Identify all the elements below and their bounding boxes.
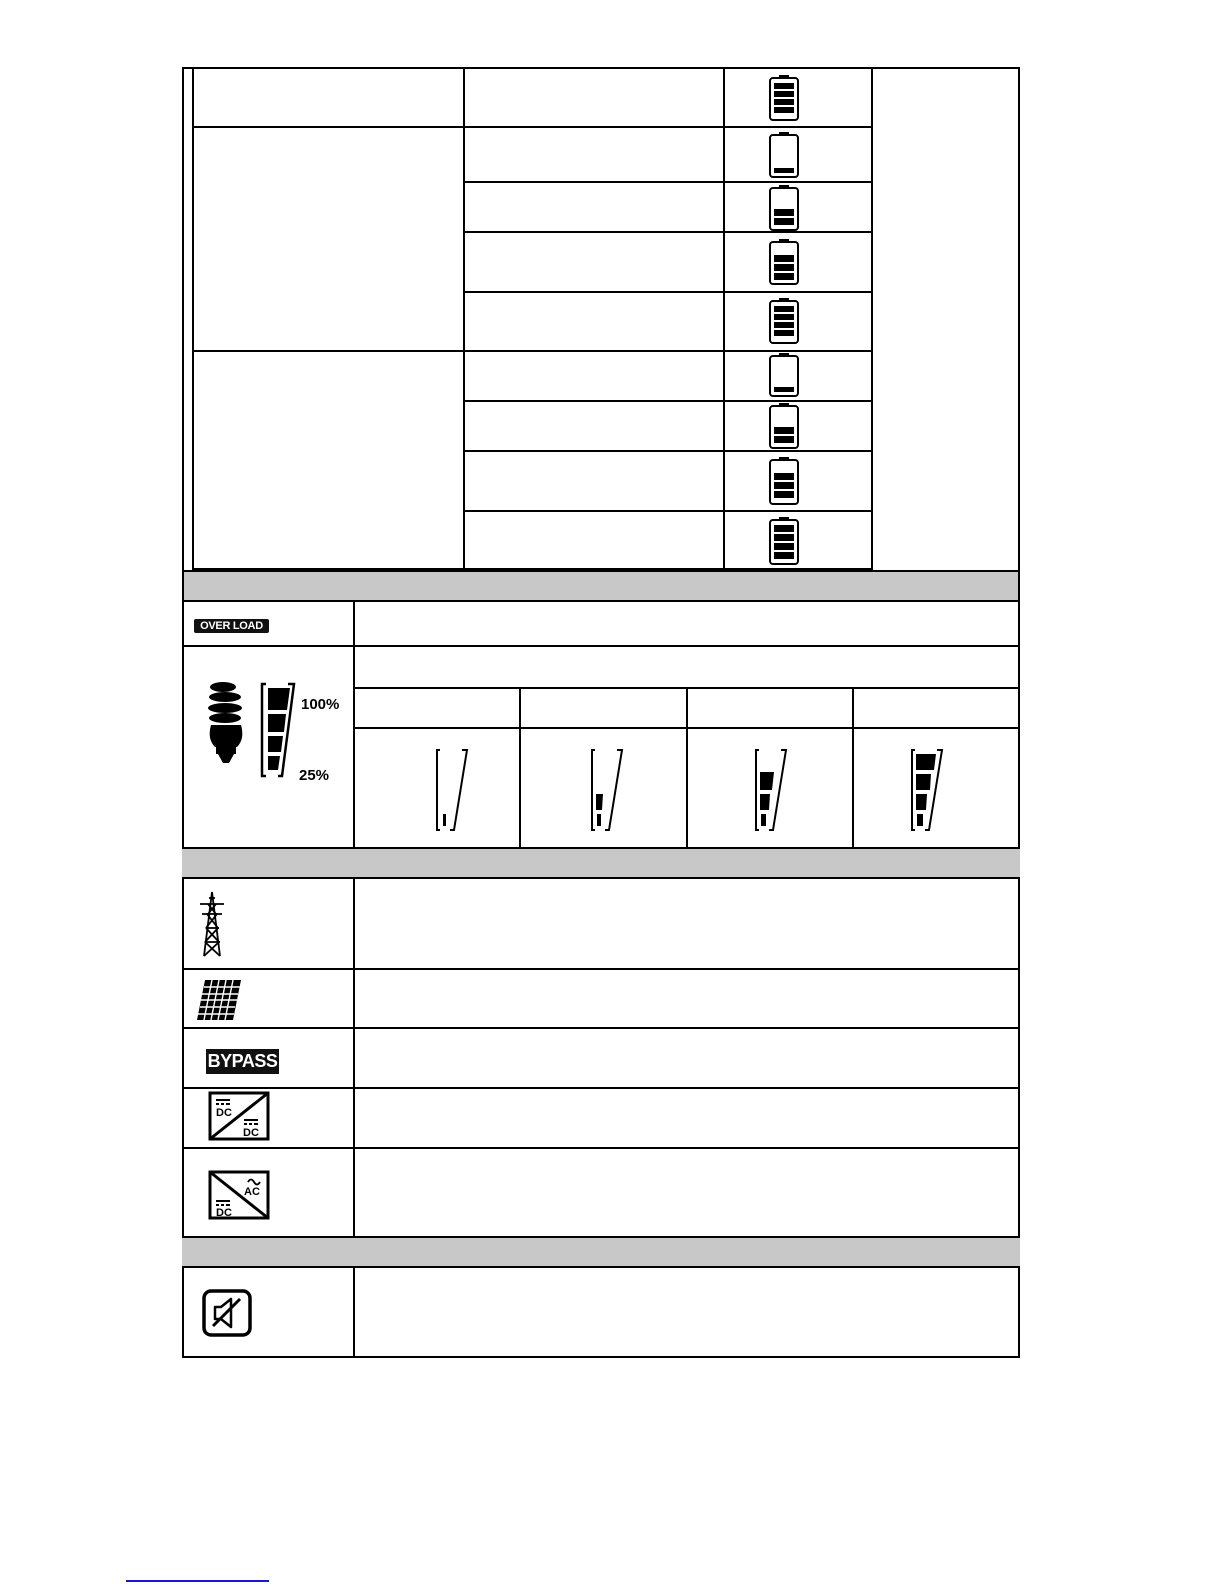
dc-ac-inverter-icon (208, 1170, 270, 1220)
load-25-label: 25% (299, 767, 330, 784)
mute-speaker-icon (201, 1288, 253, 1338)
load-meter-icon (260, 682, 296, 778)
svg-text:DC: DC (243, 1127, 259, 1139)
lightbulb-icon (203, 681, 251, 765)
mute-section-header (182, 1236, 1020, 1268)
bypass-icon: BYPASS (206, 1049, 279, 1074)
battery-1-bar-icon (768, 131, 800, 179)
battery-full-icon (768, 74, 800, 122)
load-level-100-icon (910, 748, 944, 832)
svg-text:AC: AC (244, 1186, 260, 1198)
battery-4-bar-icon (768, 297, 800, 345)
mode-section-header (182, 847, 1020, 879)
power-tower-icon (197, 890, 227, 958)
load-level-75-icon (754, 748, 788, 832)
battery-2-bar-icon (768, 184, 800, 232)
load-level-25-icon (435, 748, 469, 832)
battery-1-bar-icon (768, 352, 800, 398)
footnote-separator (126, 1580, 269, 1582)
battery-2-bar-icon (768, 402, 800, 450)
battery-4-bar-icon (768, 516, 800, 566)
svg-text:DC: DC (216, 1207, 232, 1219)
battery-3-bar-icon (768, 456, 800, 506)
dc-dc-converter-icon (208, 1091, 270, 1141)
battery-3-bar-icon (768, 238, 800, 286)
load-section-header (182, 570, 1020, 602)
svg-text:DC: DC (216, 1107, 232, 1119)
overload-badge: OVER LOAD (194, 619, 269, 633)
load-level-50-icon (590, 748, 624, 832)
solar-panel-icon (195, 978, 243, 1022)
load-100-label: 100% (301, 696, 340, 713)
